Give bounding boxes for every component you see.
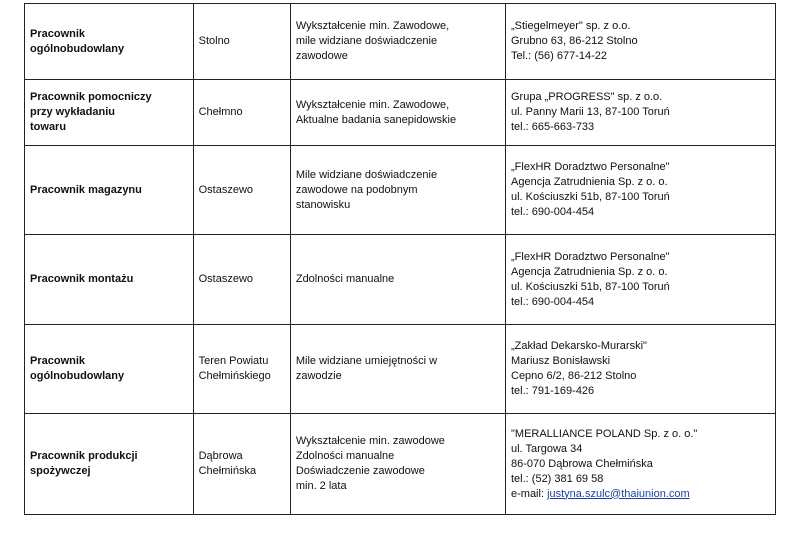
- contact-line: ul. Kościuszki 51b, 87-100 Toruń: [511, 191, 670, 203]
- contact-cell: [506, 235, 776, 325]
- contact-line: "MERALLIANCE POLAND Sp. z o. o.": [511, 427, 698, 440]
- table-row: [25, 4, 776, 80]
- table-row: [25, 414, 776, 515]
- location-cell: [193, 146, 290, 235]
- contact-line: Mariusz Bonisławski: [511, 355, 611, 367]
- position-line: spożywczej: [30, 465, 91, 477]
- position-line: przy wykładaniu: [30, 106, 115, 118]
- position-cell: [25, 325, 194, 414]
- requirements-cell: [290, 4, 505, 80]
- contact-line: tel.: 791-169-426: [511, 385, 595, 397]
- location-cell: [193, 4, 290, 80]
- requirements-cell: [290, 414, 505, 515]
- requirements-line: Wykształcenie min. Zawodowe,: [295, 98, 450, 111]
- position-line: Pracownik produkcji: [30, 450, 138, 462]
- table-row: [25, 80, 776, 146]
- contact-line: „Stiegelmeyer" sp. z o.o.: [511, 20, 631, 32]
- contact-line: Tel.: (56) 677-14-22: [511, 50, 607, 62]
- contact-line: „FlexHR Doradztwo Personalne": [511, 161, 670, 173]
- position-cell: [25, 4, 194, 80]
- contact-line: tel.: 690-004-454: [511, 295, 595, 308]
- location-cell: [193, 414, 290, 515]
- position-line: Pracownik magazynu: [30, 183, 142, 196]
- requirements-line: zawodowe: [295, 50, 348, 62]
- contact-line: ul. Panny Marii 13, 87-100 Toruń: [511, 106, 670, 118]
- table-row: [25, 146, 776, 235]
- location-line: Chełmno: [198, 106, 243, 118]
- location-line: Stolno: [198, 35, 230, 47]
- position-line: Pracownik: [30, 355, 86, 367]
- location-line: Ostaszewo: [198, 273, 254, 285]
- requirements-line: zawodzie: [295, 370, 342, 382]
- requirements-line: Wykształcenie min. zawodowe: [295, 435, 445, 447]
- contact-line: Grubno 63, 86-212 Stolno: [511, 35, 638, 47]
- location-line: Teren Powiatu: [198, 355, 269, 367]
- requirements-line: Wykształcenie min. Zawodowe,: [295, 20, 450, 32]
- location-line: Ostaszewo: [198, 183, 254, 196]
- contact-line: ul. Targowa 34: [511, 442, 583, 455]
- requirements-line: Aktualne badania sanepidowskie: [295, 113, 457, 126]
- requirements-line: mile widziane doświadczenie: [295, 35, 438, 47]
- requirements-line: Zdolności manualne: [295, 273, 395, 285]
- position-line: ogólnobudowlany: [30, 42, 125, 55]
- contact-cell: [506, 80, 776, 146]
- position-cell: [25, 235, 194, 325]
- requirements-line: Doświadczenie zawodowe: [295, 465, 425, 477]
- requirements-line: min. 2 lata: [295, 480, 347, 492]
- contact-line: tel.: (52) 381 69 58: [511, 472, 604, 485]
- requirements-cell: [290, 235, 505, 325]
- job-offers-table: [24, 3, 776, 515]
- requirements-line: Zdolności manualne: [295, 450, 395, 462]
- email-line: [511, 487, 770, 502]
- contact-line: Grupa „PROGRESS" sp. z o.o.: [511, 91, 663, 103]
- position-cell: [25, 414, 194, 515]
- contact-line: Agencja Zatrudnienia Sp. z o. o.: [511, 265, 668, 278]
- contact-cell: [506, 4, 776, 80]
- contact-cell: [506, 146, 776, 235]
- requirements-cell: [290, 146, 505, 235]
- position-line: Pracownik pomocniczy: [30, 91, 152, 103]
- contact-line: tel.: 665-663-733: [511, 121, 595, 133]
- location-cell: [193, 235, 290, 325]
- contact-line: „Zakład Dekarsko-Murarski": [511, 340, 647, 352]
- email-link[interactable]: justyna.szulc@thaiunion.com: [547, 487, 690, 500]
- contact-line: ul. Kościuszki 51b, 87-100 Toruń: [511, 280, 670, 293]
- position-cell: [25, 80, 194, 146]
- requirements-line: Mile widziane umiejętności w: [295, 355, 438, 367]
- table-row: [25, 325, 776, 414]
- requirements-line: stanowisku: [295, 198, 351, 211]
- position-line: towaru: [30, 121, 67, 133]
- position-line: Pracownik montażu: [30, 273, 134, 285]
- location-cell: [193, 80, 290, 146]
- location-line: Dąbrowa: [198, 450, 243, 462]
- location-line: Chełmińskiego: [198, 370, 271, 382]
- location-cell: [193, 325, 290, 414]
- contact-cell: [506, 325, 776, 414]
- contact-line: „FlexHR Doradztwo Personalne": [511, 250, 670, 263]
- table-row: [25, 235, 776, 325]
- requirements-cell: [290, 80, 505, 146]
- contact-cell: [506, 414, 776, 515]
- contact-line: Cepno 6/2, 86-212 Stolno: [511, 370, 637, 382]
- location-line: Chełmińska: [198, 465, 257, 477]
- position-line: Pracownik: [30, 27, 86, 40]
- requirements-cell: [290, 325, 505, 414]
- email-prefix: e-mail:: [511, 487, 548, 500]
- position-cell: [25, 146, 194, 235]
- requirements-line: Mile widziane doświadczenie: [295, 168, 438, 181]
- position-line: ogólnobudowlany: [30, 370, 125, 382]
- contact-line: Agencja Zatrudnienia Sp. z o. o.: [511, 176, 668, 188]
- contact-line: 86-070 Dąbrowa Chełmińska: [511, 457, 653, 470]
- contact-line: tel.: 690-004-454: [511, 206, 595, 218]
- requirements-line: zawodowe na podobnym: [295, 183, 418, 196]
